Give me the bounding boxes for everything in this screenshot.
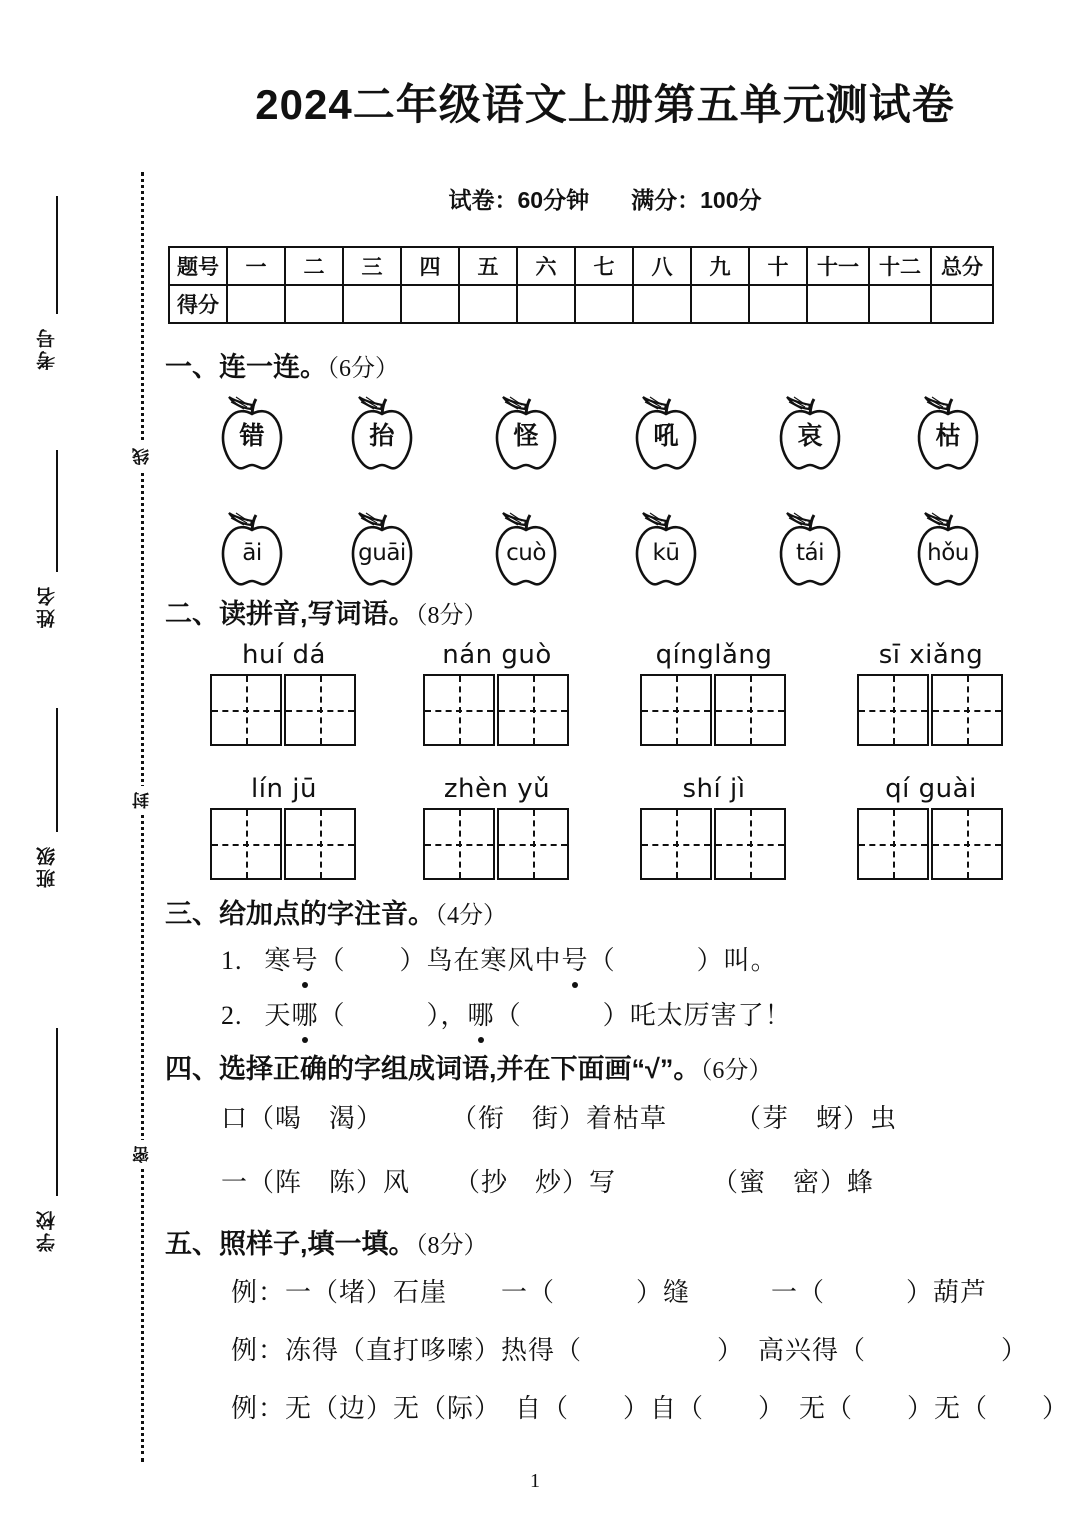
score-cell-11[interactable] bbox=[807, 285, 869, 323]
apple-char-5[interactable] bbox=[767, 392, 853, 480]
question-5-line-2[interactable]: 例：冻得（直打哆嗦）热得（ ） 高兴得（ ） bbox=[231, 1336, 1029, 1365]
apple-char-1[interactable] bbox=[209, 392, 295, 480]
score-cell-total[interactable] bbox=[931, 285, 993, 323]
section-1-title: 连一连。 bbox=[219, 352, 327, 382]
apple-pinyin-2[interactable] bbox=[339, 508, 425, 596]
section-3-points: （4分） bbox=[435, 903, 507, 929]
section-4-title: 选择正确的字组成词语,并在下面画“√”。 bbox=[219, 1054, 701, 1084]
apple-pinyin-6[interactable] bbox=[905, 508, 991, 596]
q3-1-dotted-char-a: 号 bbox=[292, 940, 319, 977]
question-5-line-1[interactable]: 例：一（堵）石崖 一（ ）缝 一（ ）葫芦 bbox=[231, 1278, 988, 1307]
field-label-xingming: 姓名 bbox=[37, 584, 58, 628]
q4-2-a: 一（阵 陈）风 bbox=[221, 1168, 411, 1197]
table-row-headers bbox=[169, 247, 993, 285]
field-rule-kaohao bbox=[56, 196, 58, 314]
tianzige-pair-6[interactable] bbox=[423, 808, 571, 882]
question-index: 1. bbox=[221, 946, 243, 975]
score-col-7: 七 bbox=[575, 247, 633, 285]
exam-info-margin bbox=[0, 0, 165, 1527]
tianzige-pair-7[interactable] bbox=[640, 808, 788, 882]
question-4-row-2[interactable] bbox=[221, 1162, 874, 1199]
section-heading-5 bbox=[165, 1222, 488, 1261]
tianzige-cell[interactable] bbox=[423, 674, 495, 746]
section-2-title: 读拼音,写词语。 bbox=[219, 599, 416, 629]
q3-1-before: 寒 bbox=[264, 946, 292, 975]
tianzige-pair-5[interactable] bbox=[210, 808, 358, 882]
q4-2-b: （抄 炒）写 bbox=[454, 1168, 617, 1197]
pinyin-prompt-8: qí guài bbox=[885, 774, 977, 804]
score-cell-10[interactable] bbox=[749, 285, 807, 323]
tianzige-pair-2[interactable] bbox=[423, 674, 571, 748]
tianzige-cell[interactable] bbox=[284, 808, 356, 880]
apple-char-label-2: 抬 bbox=[369, 423, 395, 450]
field-label-banji: 班级 bbox=[37, 844, 58, 888]
tianzige-cell[interactable] bbox=[714, 808, 786, 880]
apple-char-label-6: 枯 bbox=[935, 423, 961, 450]
question-5-line-3[interactable]: 例：无（边）无（际） 自（ ）自（ ） 无（ ）无（ ） bbox=[231, 1394, 1070, 1423]
section-4-number: 四、 bbox=[165, 1054, 219, 1084]
score-col-12: 十二 bbox=[869, 247, 931, 285]
apple-char-6[interactable] bbox=[905, 392, 991, 480]
tianzige-pair-4[interactable] bbox=[857, 674, 1005, 748]
score-table-row-label-0: 题号 bbox=[169, 247, 227, 285]
seal-dotted-line bbox=[141, 172, 144, 1462]
tianzige-cell[interactable] bbox=[423, 808, 495, 880]
paper-meta bbox=[165, 182, 1045, 215]
score-cell-7[interactable] bbox=[575, 285, 633, 323]
tianzige-pair-1[interactable] bbox=[210, 674, 358, 748]
tianzige-cell[interactable] bbox=[210, 808, 282, 880]
score-cell-4[interactable] bbox=[401, 285, 459, 323]
question-3-1[interactable] bbox=[221, 940, 778, 977]
score-col-total: 总分 bbox=[931, 247, 993, 285]
tianzige-cell[interactable] bbox=[640, 674, 712, 746]
pinyin-prompt-1: huí dá bbox=[242, 640, 326, 670]
question-index: 2. bbox=[221, 1001, 243, 1030]
apple-char-label-1: 错 bbox=[239, 423, 265, 450]
score-cell-6[interactable] bbox=[517, 285, 575, 323]
score-cell-3[interactable] bbox=[343, 285, 401, 323]
section-heading-4 bbox=[165, 1047, 772, 1086]
apple-pinyin-label-2: guāi bbox=[358, 540, 406, 566]
tianzige-cell[interactable] bbox=[857, 808, 929, 880]
field-label-kaohao: 考号 bbox=[37, 326, 58, 370]
score-col-3: 三 bbox=[343, 247, 401, 285]
score-cell-9[interactable] bbox=[691, 285, 749, 323]
score-col-2: 二 bbox=[285, 247, 343, 285]
score-col-10: 十 bbox=[749, 247, 807, 285]
q4-1-c: （芽 蚜）虫 bbox=[735, 1104, 898, 1133]
section-5-title: 照样子,填一填。 bbox=[219, 1229, 416, 1259]
q3-1-dotted-char-b: 号 bbox=[562, 940, 589, 977]
section-1-number: 一、 bbox=[165, 352, 219, 382]
question-3-2[interactable] bbox=[221, 995, 792, 1032]
q4-1-a: 口（喝 渴） bbox=[221, 1104, 384, 1133]
apple-char-3[interactable] bbox=[483, 392, 569, 480]
q3-2-after: （ ）吒太厉害了！ bbox=[494, 1001, 792, 1030]
section-1-points: （6分） bbox=[327, 356, 399, 382]
field-rule-xingming bbox=[56, 450, 58, 572]
section-3-number: 三、 bbox=[165, 899, 219, 929]
page-number: 1 bbox=[530, 1470, 540, 1492]
section-2-points: （8分） bbox=[415, 603, 488, 629]
score-cell-1[interactable] bbox=[227, 285, 285, 323]
table-row-scores bbox=[169, 285, 993, 323]
apple-pinyin-label-1: āi bbox=[242, 540, 262, 566]
score-col-9: 九 bbox=[691, 247, 749, 285]
section-heading-1 bbox=[165, 345, 399, 384]
q3-1-after: （ ）叫。 bbox=[588, 946, 778, 975]
apple-pinyin-5[interactable] bbox=[767, 508, 853, 596]
section-heading-2 bbox=[165, 592, 488, 631]
pinyin-prompt-2: nán guò bbox=[442, 640, 552, 670]
score-cell-8[interactable] bbox=[633, 285, 691, 323]
score-table-row-label-1: 得分 bbox=[169, 285, 227, 323]
q4-1-b: （衔 街）着枯草 bbox=[451, 1104, 668, 1133]
apple-pinyin-label-6: hǒu bbox=[927, 540, 969, 566]
total-score-label: 满分：100分 bbox=[631, 187, 762, 213]
pinyin-prompt-7: shí jì bbox=[682, 774, 746, 804]
section-2-number: 二、 bbox=[165, 599, 219, 629]
field-rule-banji bbox=[56, 708, 58, 832]
apple-char-label-4: 吼 bbox=[653, 423, 679, 450]
tianzige-cell[interactable] bbox=[284, 674, 356, 746]
tianzige-pair-3[interactable] bbox=[640, 674, 788, 748]
apple-pinyin-label-3: cuò bbox=[506, 540, 546, 566]
question-4-row-1[interactable] bbox=[221, 1098, 897, 1135]
q3-1-mid: （ ）鸟在寒风中 bbox=[318, 946, 562, 975]
section-5-points: （8分） bbox=[415, 1233, 488, 1259]
seal-char-feng: 封 bbox=[130, 786, 156, 815]
q4-2-c: （蜜 密）蜂 bbox=[712, 1168, 875, 1197]
apple-pinyin-3[interactable] bbox=[483, 508, 569, 596]
section-4-points: （6分） bbox=[700, 1058, 773, 1084]
apple-char-4[interactable] bbox=[623, 392, 709, 480]
score-cell-5[interactable] bbox=[459, 285, 517, 323]
score-col-11: 十一 bbox=[807, 247, 869, 285]
pinyin-prompt-4: sī xiǎng bbox=[878, 640, 984, 670]
pinyin-prompt-3: qínglǎng bbox=[655, 640, 773, 670]
apple-pinyin-4[interactable] bbox=[623, 508, 709, 596]
score-col-8: 八 bbox=[633, 247, 691, 285]
q3-2-dotted-char-b: 哪 bbox=[468, 995, 495, 1032]
score-table bbox=[168, 246, 994, 324]
apple-pinyin-label-4: kū bbox=[652, 540, 680, 566]
page-title: 2024二年级语文上册第五单元测试卷 bbox=[255, 81, 955, 128]
pinyin-prompt-5: lín jū bbox=[251, 774, 317, 804]
section-5-number: 五、 bbox=[165, 1229, 219, 1259]
apple-pinyin-label-5: tái bbox=[795, 540, 824, 566]
tianzige-cell[interactable] bbox=[497, 674, 569, 746]
pinyin-prompt-6: zhèn yǔ bbox=[443, 774, 551, 804]
q3-2-dotted-char-a: 哪 bbox=[292, 995, 319, 1032]
score-col-1: 一 bbox=[227, 247, 285, 285]
apple-pinyin-1[interactable] bbox=[209, 508, 295, 596]
section-heading-3 bbox=[165, 892, 507, 931]
section-3-title: 给加点的字注音。 bbox=[219, 899, 435, 929]
seal-char-xian: 线 bbox=[130, 442, 156, 471]
score-col-5: 五 bbox=[459, 247, 517, 285]
q3-2-mid: （ ）， bbox=[318, 1001, 468, 1030]
score-col-6: 六 bbox=[517, 247, 575, 285]
field-label-xuexiao: 学校 bbox=[37, 1208, 58, 1252]
test-paper-body bbox=[165, 0, 1080, 1527]
score-cell-2[interactable] bbox=[285, 285, 343, 323]
tianzige-cell[interactable] bbox=[714, 674, 786, 746]
apple-char-label-3: 怪 bbox=[513, 423, 539, 450]
field-rule-xuexiao bbox=[56, 1028, 58, 1196]
tianzige-cell[interactable] bbox=[931, 674, 1003, 746]
apple-char-label-5: 哀 bbox=[797, 423, 823, 450]
score-col-4: 四 bbox=[401, 247, 459, 285]
tianzige-cell[interactable] bbox=[857, 674, 929, 746]
duration-label: 试卷：60分钟 bbox=[448, 187, 590, 213]
seal-char-mi: 密 bbox=[130, 1140, 156, 1169]
tianzige-cell[interactable] bbox=[497, 808, 569, 880]
tianzige-cell[interactable] bbox=[640, 808, 712, 880]
tianzige-pair-8[interactable] bbox=[857, 808, 1005, 882]
apple-char-2[interactable] bbox=[339, 392, 425, 480]
tianzige-cell[interactable] bbox=[931, 808, 1003, 880]
score-cell-12[interactable] bbox=[869, 285, 931, 323]
q3-2-before: 天 bbox=[264, 1001, 292, 1030]
tianzige-cell[interactable] bbox=[210, 674, 282, 746]
